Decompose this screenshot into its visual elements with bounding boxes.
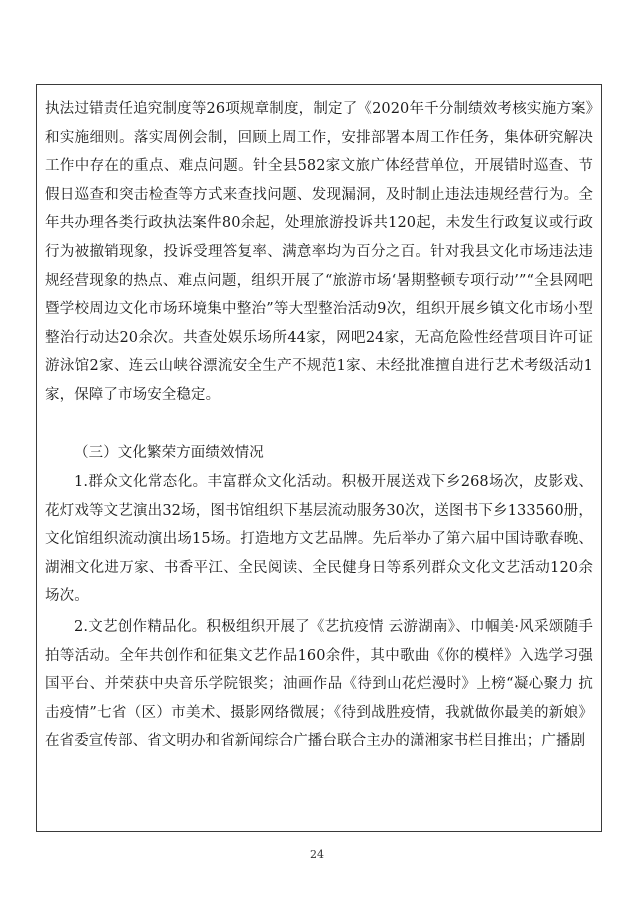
content-frame	[36, 84, 602, 832]
section-heading-cultural-prosperity: （三）文化繁荣方面绩效情况	[74, 445, 264, 461]
paragraph-artistic-creation: 2.文艺创作精品化。积极组织开展了《艺抗疫情 云游湖南》、巾帼美·风采颂随手拍等活动。全年共创作和征集文艺作品160余件，其中歌曲《你的模样》入选学习强国平台、并荣获中央音乐学院银奖；油画作品《待到山花烂漫时》上榜“凝心聚力 抗击疫情”七省（区）市美术、摄影网络微展；《待到战胜疫情，我就做你最美的新娘》在省委宣传部、省文明办和省新闻综合广播台联合主办的潇湘家书栏目推出；广播剧	[45, 619, 593, 750]
paragraph-law-enforcement: 执法过错责任追究制度等26项规章制度，制定了《2020年千分制绩效考核实施方案》和实施细则。落实周例会制，回顾上周工作，安排部署本周工作任务，集体研究解决工作中存在的重点、难点问题。针全县582家文旅广体经营单位，开展错时巡查、节假日巡查和突击检查等方式来查找问题、发现漏洞，及时制止违法违规经营行为。全年共办理各类行政执法案件80余起，处理旅游投诉共120起，未发生行政复议或行政行为被撤销现象，投诉受理答复率、满意率均为百分之百。针对我县文化市场违法违规经营现象的热点、难点问题，组织开展了“旅游市场‘暑期整顿专项行动’”“全县网吧暨学校周边文化市场环境集中整治”等大型整治活动9次，组织开展乡镇文化市场小型整治行动达20余次。共查处娱乐场所44家，网吧24家，无高危险性经营项目许可证游泳馆2家、连云山峡谷漂流安全生产不规范1家、未经批准擅自进行艺术考级活动1家，保障了市场安全稳定。	[45, 101, 593, 403]
page-number: 24	[310, 848, 324, 861]
paragraph-mass-culture: 1.群众文化常态化。丰富群众文化活动。积极开展送戏下乡268场次，皮影戏、花灯戏等文艺演出32场，图书馆组织下基层流动服务30次，送图书下乡133560册，文化馆组织流动演出场15场。打造地方文艺品牌。先后举办了第六届中国诗歌春晚、湖湘文化进万家、书香平江、全民阅读、全民健身日等系列群众文化文艺活动120余场次。	[45, 474, 593, 605]
